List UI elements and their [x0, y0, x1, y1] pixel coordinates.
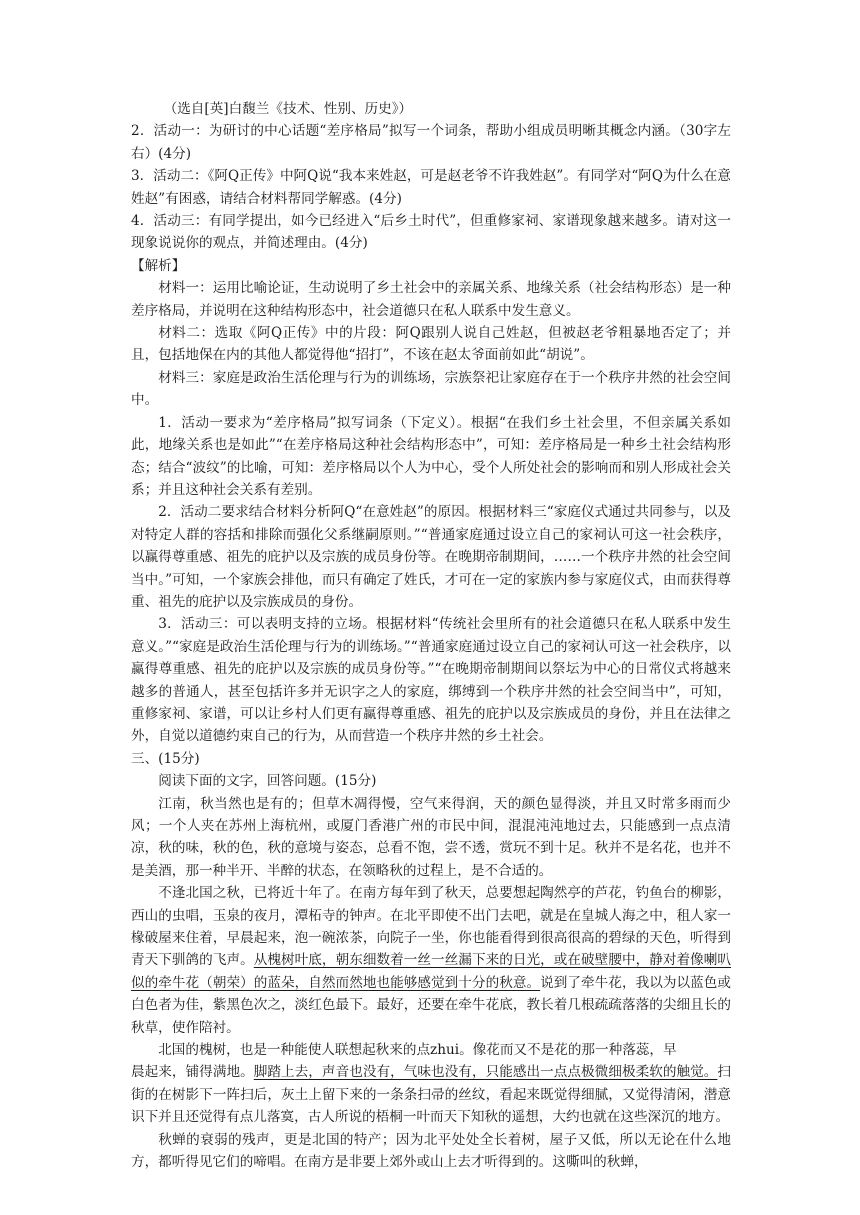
- question-4: 4．活动三：有同学提出，如今已经进入“后乡土时代”，但重修家祠、家谱现象越来越多。请对这一现象说说你的观点，并简述理由。(4分): [131, 213, 731, 252]
- text-paragraph: 秋蝉的衰弱的残声，更是北国的特产；因为北平处处全长着树，屋子又低，所以无论在什么地方，都听得见它们的啼唱。在南方是非要上郊外或山上去才听得到的。这嘶叫的秋蝉，: [131, 1131, 731, 1171]
- analysis-paragraph: 材料一：运用比喻论证，生动说明了乡土社会中的亲属关系、地缘关系（社会结构形态）是一种差序格局，并说明在这种结构形态中，社会道德只在私人联系中发生意义。: [131, 280, 731, 319]
- text-segment: 说到了牵牛花，我以为以蓝色或白色者为佳，紫黑色次之，淡红色最下。最好，还要在牵牛花底，教长着几根疏疏落落的尖细且长的秋草，使作陪衬。: [131, 974, 732, 1036]
- analysis-paragraph: 材料二：选取《阿Q正传》中的片段：阿Q跟别人说自己姓赵，但被赵老爷粗暴地否定了；并且，包括地保在内的其他人都觉得他“招打”，不该在赵太爷面前如此“胡说”。: [131, 325, 731, 364]
- underlined-sentence: 从槐树叶底，朝东细数着一丝一丝漏下来的日光，或在破壁腰中，静对着像喇叭似的牵牛花（朝荣）的蓝朵，自然而然地也能够感觉到十分的秋意。: [131, 952, 732, 991]
- text-segment: 晨起来，铺得满地。: [131, 1064, 254, 1081]
- section-heading: 三、(15分): [131, 750, 200, 767]
- analysis-paragraph: 3．活动三：可以表明支持的立场。根据材料“传统社会里所有的社会道德只在私人联系中发生意义。”“家庭是政治生活伦理与行为的训练场。”“普通家庭通过设立自己的家祠认可这一社会秩序，以赢得尊重感、祖先的庇护以及宗族的成员身份等。”“在晚期帝制期间以祭坛为中心的日常仪式将越来越多的普通人，甚至包括许多并无识字之人的家庭，绑缚到一个秩序井然的社会空间当中”，可知，重修家祠、家谱，可以让乡村人们更有赢得尊重感、祖先的庇护以及宗族成员的身份，并且在法律之外，自觉以道德约束自己的行为，从而营造一个秩序井然的乡土社会。: [131, 616, 731, 745]
- text-segment: 不逢北国之秋，已将近十年了。在南方每年到了秋天，总要想起陶然亭的芦花，钓鱼台的柳影，西山的虫唱，玉泉的夜月，潭柘寺的钟声。在北平即使不出门去吧，就是在皇城人海之中，租人家一椽破屋来住着，早晨起来，泡一碗浓茶，向院子一坐，你也能看得到很高很高的碧绿的天色，听得到青天下驯鸽的飞声。: [131, 885, 731, 969]
- text-paragraph: [131, 1061, 731, 1128]
- text-paragraph: 北国的槐树，也是一种能使人联想起秋来的点zhui。像花而又不是花的那一种落蕊，早: [158, 1042, 677, 1059]
- text-segment: 扫街的在树影下一阵扫后，灰土上留下来的一条条扫帚的丝纹，看起来既觉得细腻，又觉得清闲，潜意识下并且还觉得有点儿落寞，古人所说的梧桐一叶而天下知秋的遥想，大约也就在这些深沉的地方。: [131, 1064, 732, 1126]
- analysis-paragraph: 1．活动一要求为“差序格局”拟写词条（下定义）。根据“在我们乡土社会里，不但亲属关系如此，地缘关系也是如此”“在差序格局这种社会结构形态中”，可知：差序格局是一种乡土社会结构形态；结合“波纹”的比喻，可知：差序格局以个人为中心，受个人所处社会的影响而和别人形成社会关系；并且这种社会关系有差别。: [131, 414, 731, 498]
- text-paragraph: 江南，秋当然也是有的；但草木凋得慢，空气来得润，天的颜色显得淡，并且又时常多雨而少风；一个人夹在苏州上海杭州，或厦门香港广州的市民中间，混混沌沌地过去，只能感到一点点清凉，秋的味，秋的色，秋的意境与姿态，总看不饱，尝不透，赏玩不到十足。秋并不是名花，也并不是美酒，那一种半开、半醉的状态，在领略秋的过程上，是不合适的。: [131, 795, 731, 879]
- document-page: [131, 98, 731, 1174]
- source-citation: （选自[英]白馥兰《技术、性别、历史》）: [163, 101, 413, 117]
- underlined-sentence: 脚踏上去，声音也没有，气味也没有，只能感出一点点极微细极柔软的触觉。: [253, 1064, 718, 1081]
- analysis-paragraph: 2．活动二要求结合材料分析阿Q“在意姓赵”的原因。根据材料三“家庭仪式通过共同参与，以及对特定人群的容括和排除而强化父系继嗣原则。”“普通家庭通过设立自己的家祠认可这一社会秩序，以赢得尊重感、祖先的庇护以及宗族的成员身份等。在晚期帝制期间，……一个秩序井然的社会空间当中。”可知，一个家族会排他，而只有确定了姓氏，才可在一定的家族内参与家庭仪式，由而获得尊重、祖先的庇护以及宗族成员的身份。: [131, 504, 731, 610]
- reading-instruction: 阅读下面的文字，回答问题。(15分): [158, 773, 377, 790]
- analysis-paragraph: 材料三：家庭是政治生活伦理与行为的训练场，宗族祭祀让家庭存在于一个秩序井然的社会空间中。: [131, 369, 731, 409]
- text-paragraph: [131, 882, 731, 1039]
- analysis-heading: 【解析】: [131, 257, 186, 274]
- question-2: 2．活动一：为研讨的中心话题“差序格局”拟写一个词条，帮助小组成员明晰其概念内涵。（30字左右）(4分): [131, 123, 731, 162]
- question-3: 3．活动二：《阿Q正传》中阿Q说“我本来姓赵，可是赵老爷不许我姓赵”。有同学对“阿Q为什么在意姓赵”有困惑，请结合材料帮同学解惑。(4分): [131, 168, 731, 207]
